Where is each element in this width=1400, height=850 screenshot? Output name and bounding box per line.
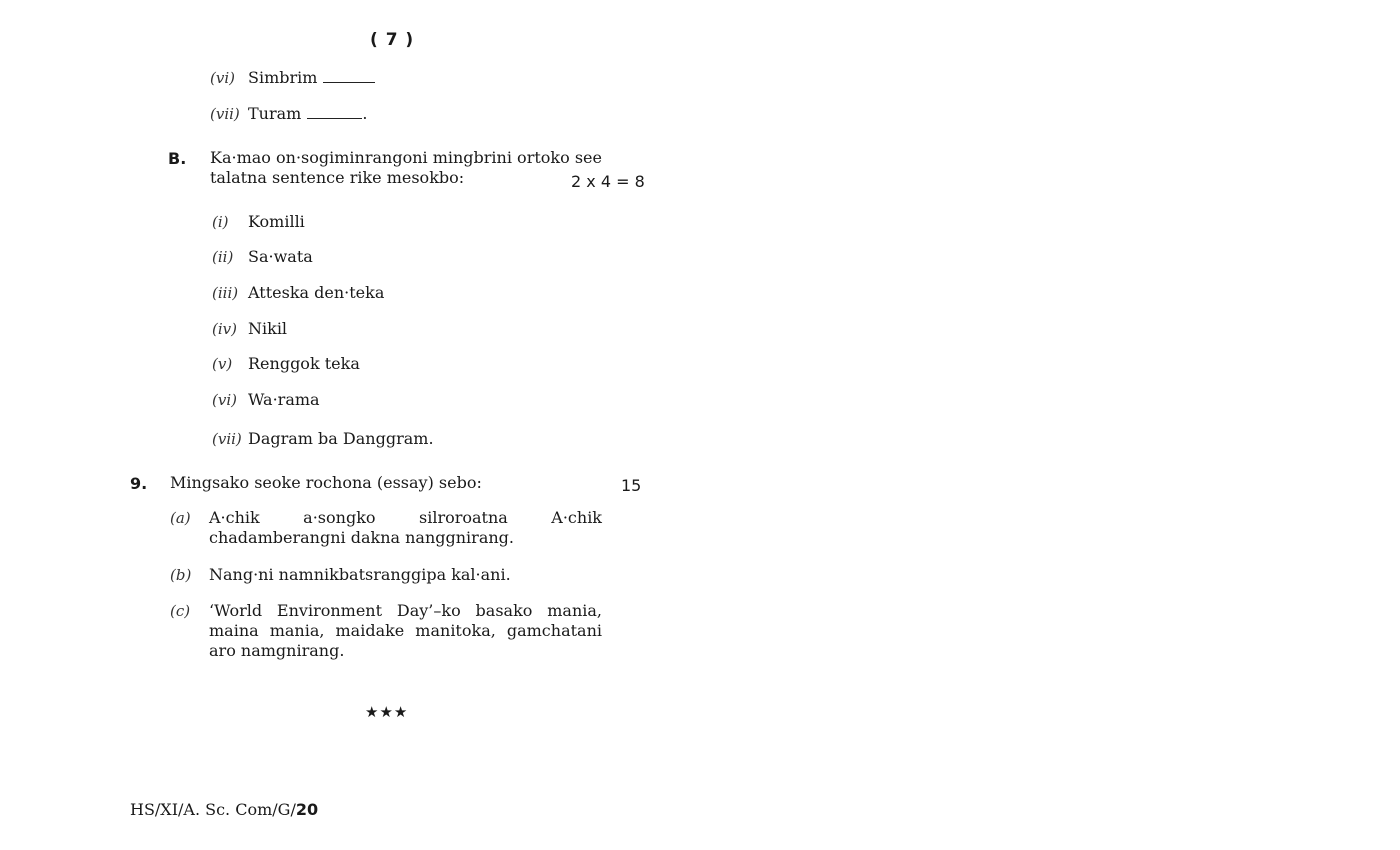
section-b-marks: 2 x 4 = 8 [571,172,645,191]
question-marks: 15 [621,476,642,495]
footer-page-count: 20 [295,800,319,819]
item-text: Wa·rama [248,390,320,409]
list-item [212,390,320,409]
item-number: (i) [212,213,229,231]
item-number: (vii) [210,105,240,123]
list-item [210,104,368,123]
section-b-instruction-line2: talatna sentence rike mesokbo: [210,168,465,187]
item-text: Simbrim [248,68,375,87]
option-label: (a) [170,509,191,527]
item-text: Turam . [248,104,368,123]
item-number: (vi) [210,69,235,87]
list-item [212,354,360,373]
item-number: (iv) [212,320,237,338]
list-item [212,247,313,266]
end-marker: ★★★ [365,703,409,721]
footer-code-text: HS/XI/A. Sc. Com/G/ [130,800,296,819]
option-text: ‘World Environment Day’–ko basako mania, maina mania, maidake manitoka, gamchatani aro namgnirang. [209,601,602,660]
list-item [212,429,434,448]
question-prompt: Mingsako seoke rochona (essay) sebo: [170,473,482,492]
answer-blank [323,81,375,83]
item-text: Sa·wata [248,247,313,266]
list-item [212,212,305,231]
section-b-instruction-line1: Ka·mao on·sogiminrangoni mingbrini ortoko see [210,148,602,167]
item-number: (v) [212,355,233,373]
item-number: (iii) [212,284,239,302]
item-text: Nikil [248,319,288,338]
footer-code [130,800,318,819]
option-text: Nang·ni namnikbatsranggipa kal·ani. [209,565,511,584]
item-text: Dagram ba Danggram. [248,429,434,448]
answer-blank [307,117,362,119]
item-number: (ii) [212,248,234,266]
section-b-label: B. [168,149,187,168]
list-item [210,68,318,87]
option-label: (c) [170,602,191,620]
item-text: Atteska den·teka [248,283,385,302]
option-text: A·chik a·songko silroroatna A·chik chadamberangni dakna nanggnirang. [209,508,602,547]
list-item [212,319,288,338]
item-number: (vi) [212,391,237,409]
question-number: 9. [130,474,148,493]
list-item [212,283,385,302]
item-text: Renggok teka [248,354,360,373]
option-label: (b) [170,566,192,584]
page-number: ( 7 ) [370,30,415,50]
item-number: (vii) [212,430,242,448]
item-text: Komilli [248,212,305,231]
